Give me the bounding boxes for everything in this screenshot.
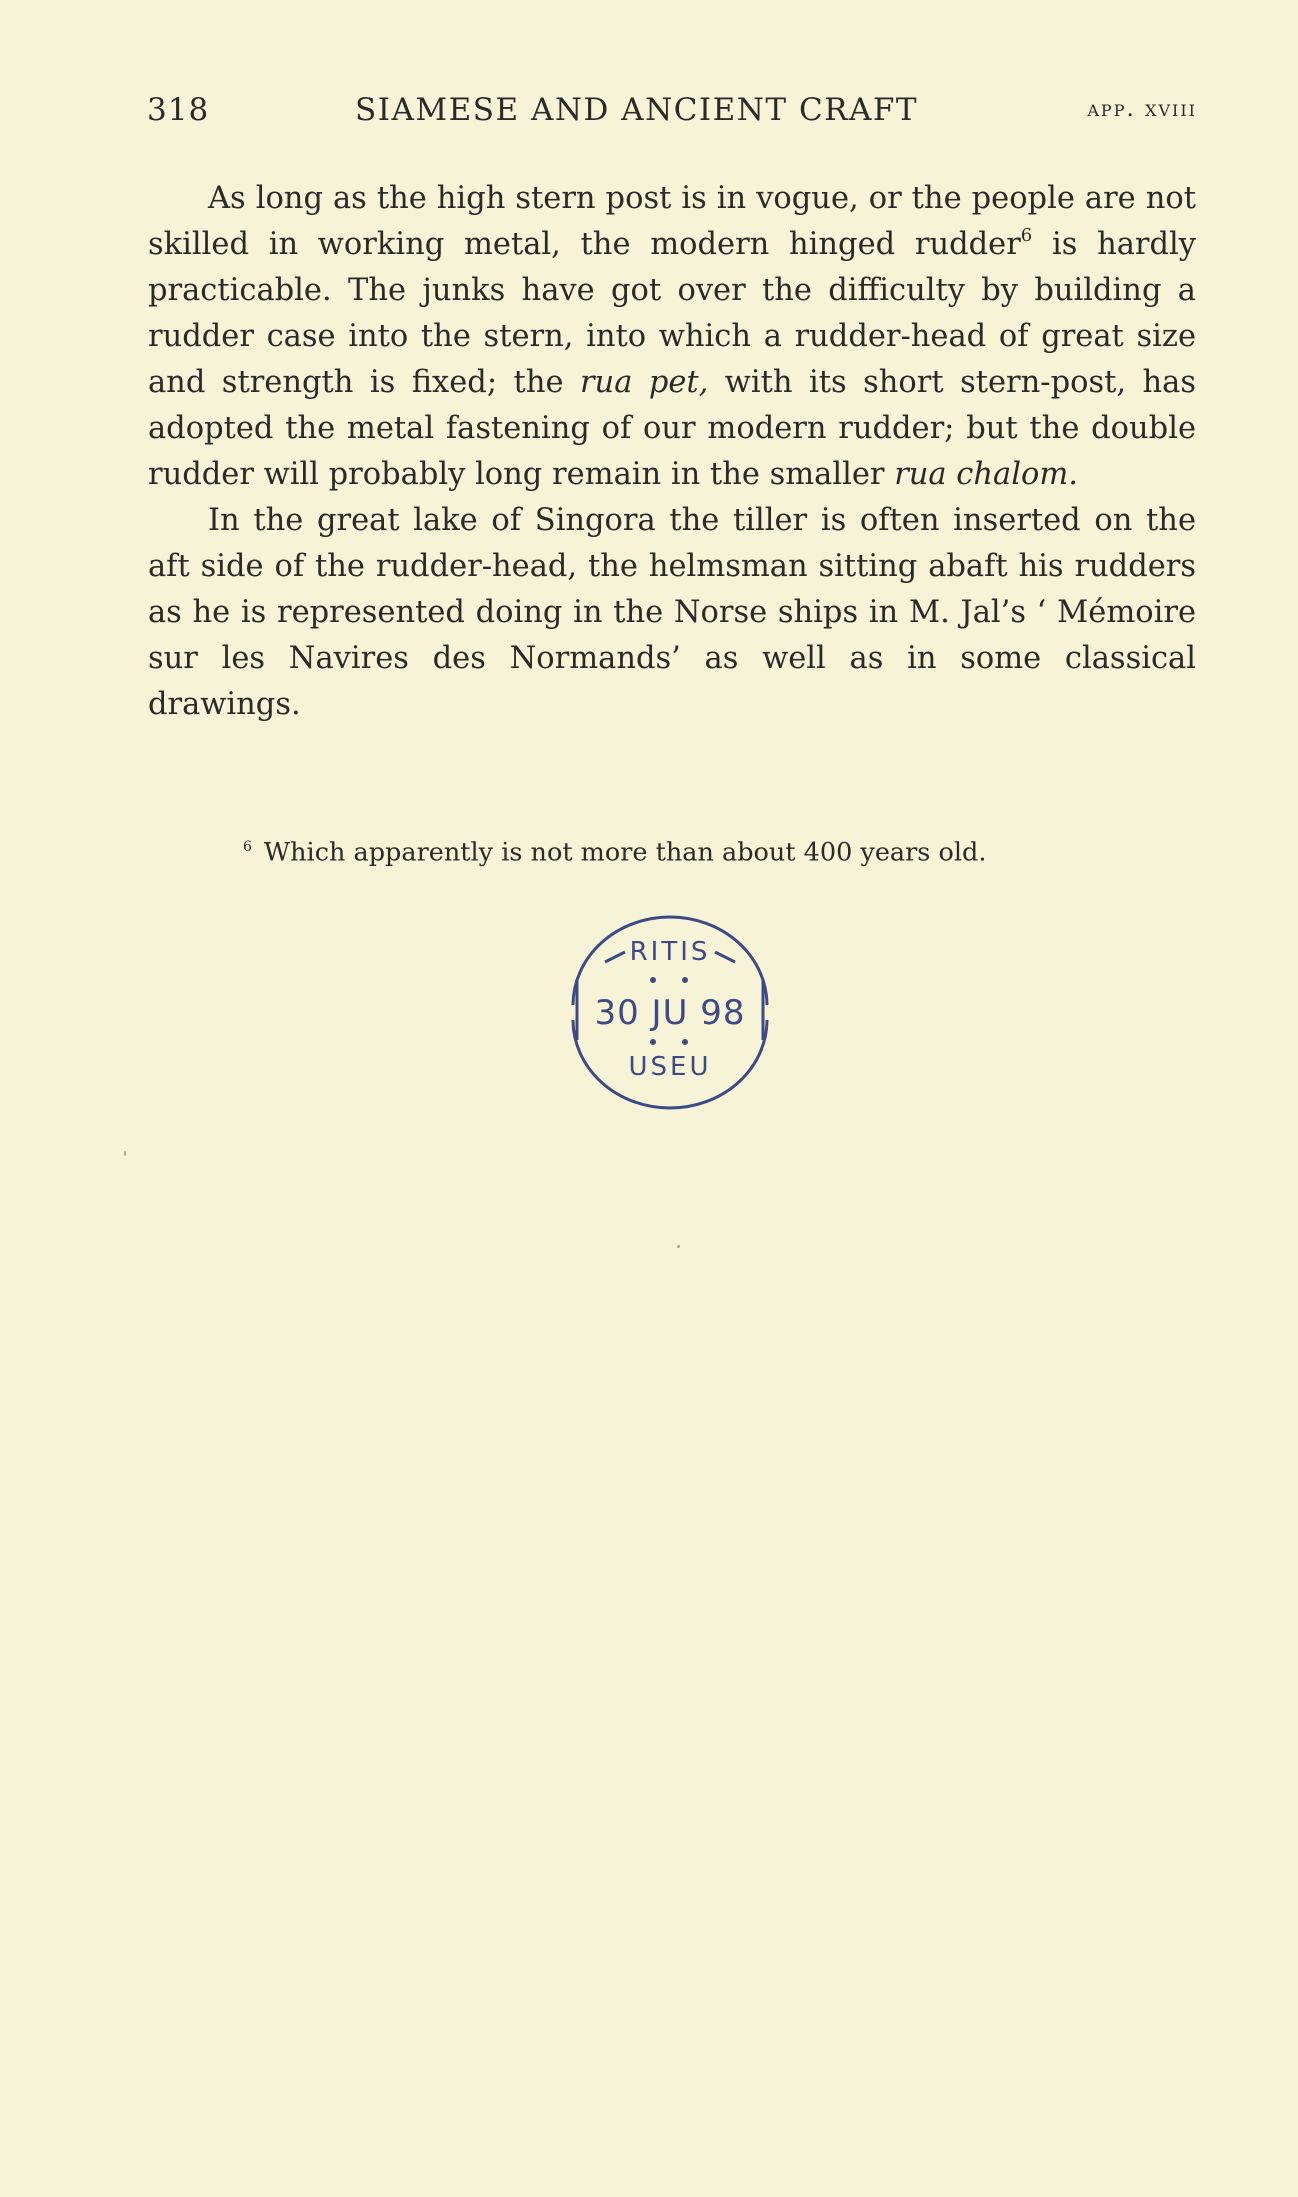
footnote — [243, 830, 1143, 870]
italic-term: rua chalom. — [894, 457, 1078, 492]
text-run: As long as the high stern post is in vogue, or the people are not skilled in working metal, the modern hinged rudder — [148, 181, 1196, 262]
footnote-marker: 6 — [243, 839, 252, 855]
museum-stamp — [555, 910, 785, 1110]
paper-speck — [677, 1245, 680, 1248]
stamp-seal-icon — [555, 910, 785, 1110]
page-number: 318 — [147, 92, 210, 128]
running-head — [147, 92, 1197, 132]
section-label: app. xviii — [1087, 96, 1197, 122]
italic-term: rua pet, — [579, 365, 709, 400]
svg-text:RITIS: RITIS — [629, 937, 711, 967]
svg-text:USEU: USEU — [628, 1052, 712, 1082]
text-run: In the great lake of Singora the tiller is often inserted on the aft side of the rudder-head, the helmsman sitting abaft his rudders as he is represented doing in the Norse ships in M. Jal’s ‘ Mémoire sur les Navires des Normands’ as well as in some classical drawings. — [148, 503, 1196, 722]
footnote-text: Which apparently is not more than about 400 years old. — [263, 837, 987, 868]
paragraph-2 — [148, 498, 1196, 728]
paragraph-1 — [148, 176, 1196, 498]
text-run: with its short stern-post, has adopted the metal fastening of our modern rudder; but the double rudder will probably long remain in the smaller — [148, 365, 1196, 492]
svg-text:30 JU 98: 30 JU 98 — [594, 993, 746, 1033]
footnote-ref: 6 — [1020, 224, 1033, 246]
running-title: SIAMESE AND ANCIENT CRAFT — [355, 92, 919, 128]
paper-speck — [124, 1151, 126, 1156]
text-run: is hardly practicable. The junks have got over the difficulty by building a rudder case into the stern, into which a rudder-head of great size and strength is fixed; the — [148, 227, 1196, 400]
body-text — [148, 176, 1196, 728]
